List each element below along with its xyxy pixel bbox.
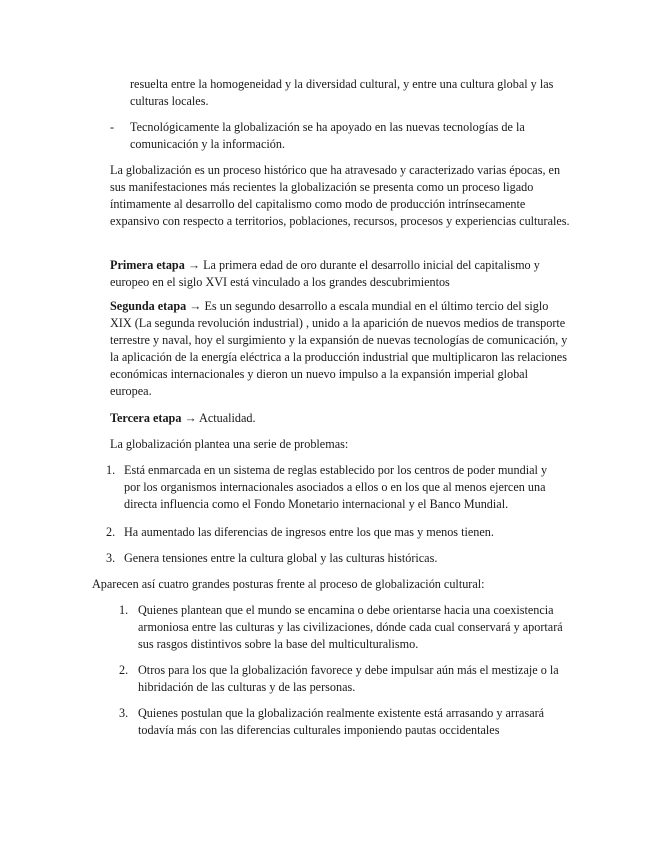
list-number: 3. xyxy=(119,706,129,720)
problems-intro: La globalización plantea una serie de problemas: xyxy=(110,437,349,451)
postures-intro: Aparecen así cuatro grandes posturas frente al proceso de globalización cultural: xyxy=(92,577,485,591)
list-number: 2. xyxy=(119,663,129,677)
stage-title: Primera etapa xyxy=(110,258,185,272)
stage-paragraph xyxy=(110,298,570,400)
list-item-text: Quienes plantean que el mundo se encamina o debe orientarse hacia una coexistencia armoniosa entre las culturas y las civilizaciones, dónde cada cual conservará y aportará sus rasgos distintivos sobre la base del multiculturalismo. xyxy=(138,603,563,651)
list-item-text: Está enmarcada en un sistema de reglas establecido por los centros de poder mundial y por los organismos internacionales asociados a ellos o en los que al menos ejercen una directa influencia como el Fondo Monetario internacional y el Banco Mundial. xyxy=(124,463,548,511)
list-item-text: Genera tensiones entre la cultura global y las culturas históricas. xyxy=(124,551,438,565)
stage-title: Segunda etapa xyxy=(110,299,187,313)
arrow-icon: → xyxy=(184,411,197,425)
list-number: 1. xyxy=(119,603,129,617)
arrow-icon: → xyxy=(189,299,202,313)
stage-paragraph xyxy=(110,257,570,291)
continuation-text: resuelta entre la homogeneidad y la diversidad cultural, y entre una cultura global y las culturas locales. xyxy=(130,77,554,108)
list-item-text: Otros para los que la globalización favorece y debe impulsar aún más el mestizaje o la hibridación de las culturas y de las personas. xyxy=(138,663,559,694)
list-item-text: Quienes postulan que la globalización realmente existente está arrasando y arrasará todavía más con las diferencias culturales imponiendo pautas occidentales xyxy=(138,706,545,737)
stage-paragraph xyxy=(110,410,570,427)
stage-title: Tercera etapa xyxy=(110,411,182,425)
intro-paragraph: La globalización es un proceso histórico que ha atravesado y caracterizado varias épocas, en sus manifestaciones más recientes la globalización se presenta como un proceso ligado íntimamente al desarrollo del capitalismo como modo de producción intrínsecamente expansivo con respecto a territorios, poblaciones, recursos, procesos y experiencias culturales. xyxy=(110,163,570,228)
stage-text: Es un segundo desarrollo a escala mundial en el último tercio del siglo XIX (La segunda revolución industrial) , unido a la aparición de nuevos medios de transporte terrestre y naval, hoy el surgimiento y la expansión de nuevas tecnologías de comunicación, y la aplicación de la energía eléctrica a la producción industrial que multiplicaron las relaciones económicas internacionales y dieron un nuevo impulso a la expansión imperial global europea. xyxy=(110,299,568,398)
dash-marker: - xyxy=(110,120,115,134)
stage-text: La primera edad de oro durante el desarrollo inicial del capitalismo y europeo en el siglo XVI está vinculado a los grandes descubrimientos xyxy=(110,258,540,289)
list-number: 3. xyxy=(106,551,116,565)
list-number: 2. xyxy=(106,525,116,539)
arrow-icon: → xyxy=(187,258,201,272)
list-item-text: Ha aumentado las diferencias de ingresos entre los que mas y menos tienen. xyxy=(124,525,494,539)
list-number: 1. xyxy=(106,463,116,477)
stage-text: Actualidad. xyxy=(199,411,256,425)
dash-item-text: Tecnológicamente la globalización se ha apoyado en las nuevas tecnologías de la comunicación y la información. xyxy=(130,120,525,151)
